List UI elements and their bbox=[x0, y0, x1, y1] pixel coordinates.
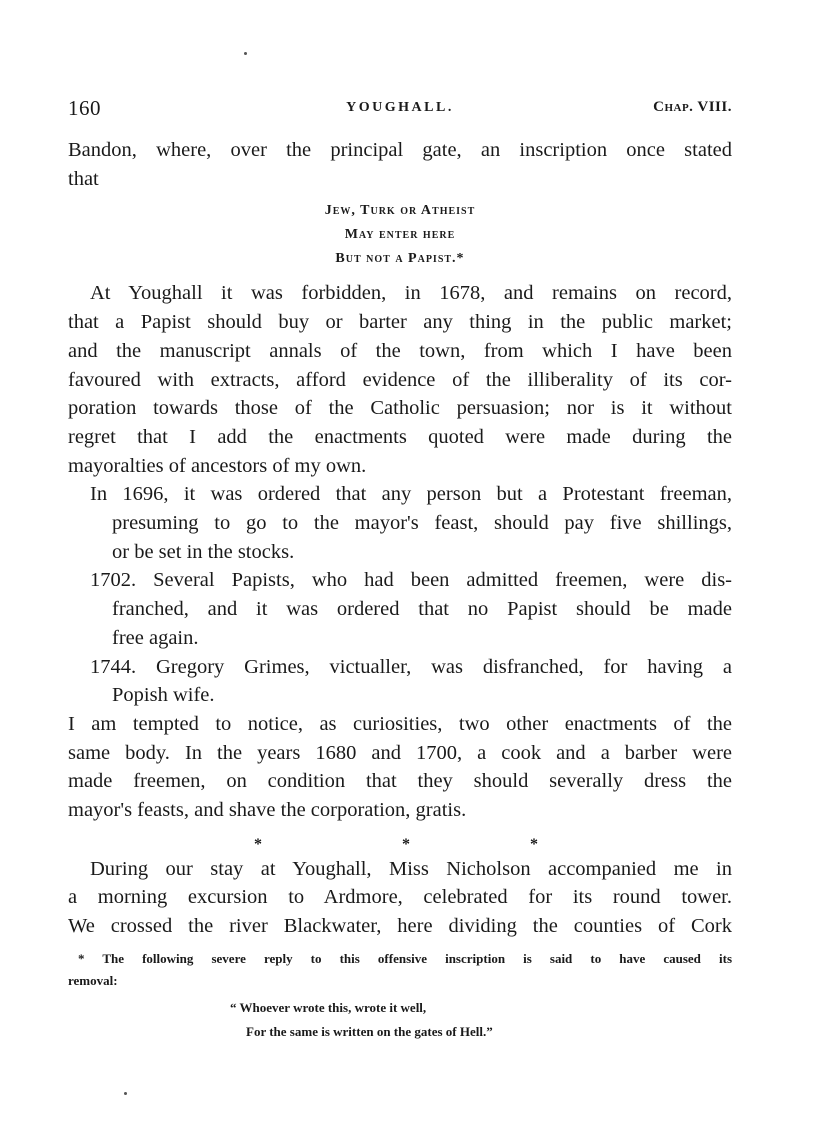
text-line: Bandon, where, over the principal gate, an inscription once stated bbox=[68, 139, 732, 161]
page-header bbox=[68, 96, 732, 122]
verse-line: “ Whoever wrote this, wrote it well, bbox=[230, 1000, 427, 1015]
page-number: 160 bbox=[68, 96, 101, 120]
footnote-line: removal: bbox=[68, 973, 118, 988]
text-line: a morning excursion to Ardmore, celebrated for its round tower. bbox=[68, 886, 732, 909]
text-line: that bbox=[68, 167, 99, 190]
text-line: that a Papist should buy or barter any thing in the public market; bbox=[68, 311, 732, 334]
text-line: We crossed the river Blackwater, here dividing the counties of Cork bbox=[68, 915, 732, 938]
text-line: I am tempted to notice, as curiosities, two other enactments of the bbox=[68, 712, 732, 735]
text-line: franched, and it was ordered that no Papist should be made bbox=[112, 598, 732, 621]
text-line: During our stay at Youghall, Miss Nicholson accompanied me in bbox=[90, 857, 732, 880]
page-body bbox=[68, 136, 732, 941]
inscription-line: May enter here bbox=[344, 227, 456, 243]
enactment-entry bbox=[68, 480, 732, 566]
text-line: free again. bbox=[112, 626, 199, 649]
enactment-entry bbox=[68, 653, 732, 710]
footnote-line: * The following severe reply to this offensive inscription is said to have caused its bbox=[78, 951, 732, 966]
text-line: Popish wife. bbox=[112, 684, 215, 707]
text-line: made freemen, on condition that they should severally dress the bbox=[68, 770, 732, 793]
running-title: YOUGHALL. bbox=[346, 100, 454, 115]
enactment-entry bbox=[68, 566, 732, 652]
section-separator bbox=[68, 825, 732, 851]
text-line: 1744. Gregory Grimes, victualler, was disfranched, for having a bbox=[90, 655, 732, 678]
text-line: favoured with extracts, afford evidence of the illiberality of its cor- bbox=[68, 368, 732, 391]
text-line: 1702. Several Papists, who had been admitted freemen, were dis- bbox=[90, 569, 732, 592]
paragraph-ardmore bbox=[68, 855, 732, 941]
text-line: mayoralties of ancestors of my own. bbox=[68, 454, 367, 477]
book-page bbox=[68, 0, 732, 1138]
separator-star: * bbox=[402, 835, 410, 853]
footnote-verse bbox=[230, 996, 732, 1044]
text-line: and the manuscript annals of the town, from which I have been bbox=[68, 339, 732, 362]
inscription-line: Jew, Turk or Atheist bbox=[324, 203, 476, 219]
text-line: In 1696, it was ordered that any person but a Protestant freeman, bbox=[90, 483, 732, 506]
text-line: same body. In the years 1680 and 1700, a cook and a barber were bbox=[68, 741, 732, 764]
text-line: presuming to go to the mayor's feast, should pay five shillings, bbox=[112, 512, 732, 535]
gate-inscription bbox=[68, 199, 732, 271]
text-line: At Youghall it was forbidden, in 1678, and remains on record, bbox=[90, 282, 732, 305]
paragraph-bandon bbox=[68, 136, 732, 193]
text-line: or be set in the stocks. bbox=[112, 540, 295, 563]
inscription-line: But not a Papist.* bbox=[335, 251, 465, 267]
text-line: mayor's feasts, and shave the corporation, gratis. bbox=[68, 799, 467, 822]
text-line: regret that I add the enactments quoted were made during the bbox=[68, 425, 732, 448]
text-line: poration towards those of the Catholic persuasion; nor is it without bbox=[68, 397, 732, 420]
paragraph-curiosities bbox=[68, 710, 732, 825]
chapter-label: Chap. VIII. bbox=[653, 99, 732, 115]
paragraph-youghall-record bbox=[68, 279, 732, 480]
separator-star: * bbox=[254, 835, 262, 853]
verse-line: For the same is written on the gates of Hell.” bbox=[246, 1024, 493, 1039]
footnote bbox=[68, 948, 732, 1044]
separator-star: * bbox=[530, 835, 538, 853]
